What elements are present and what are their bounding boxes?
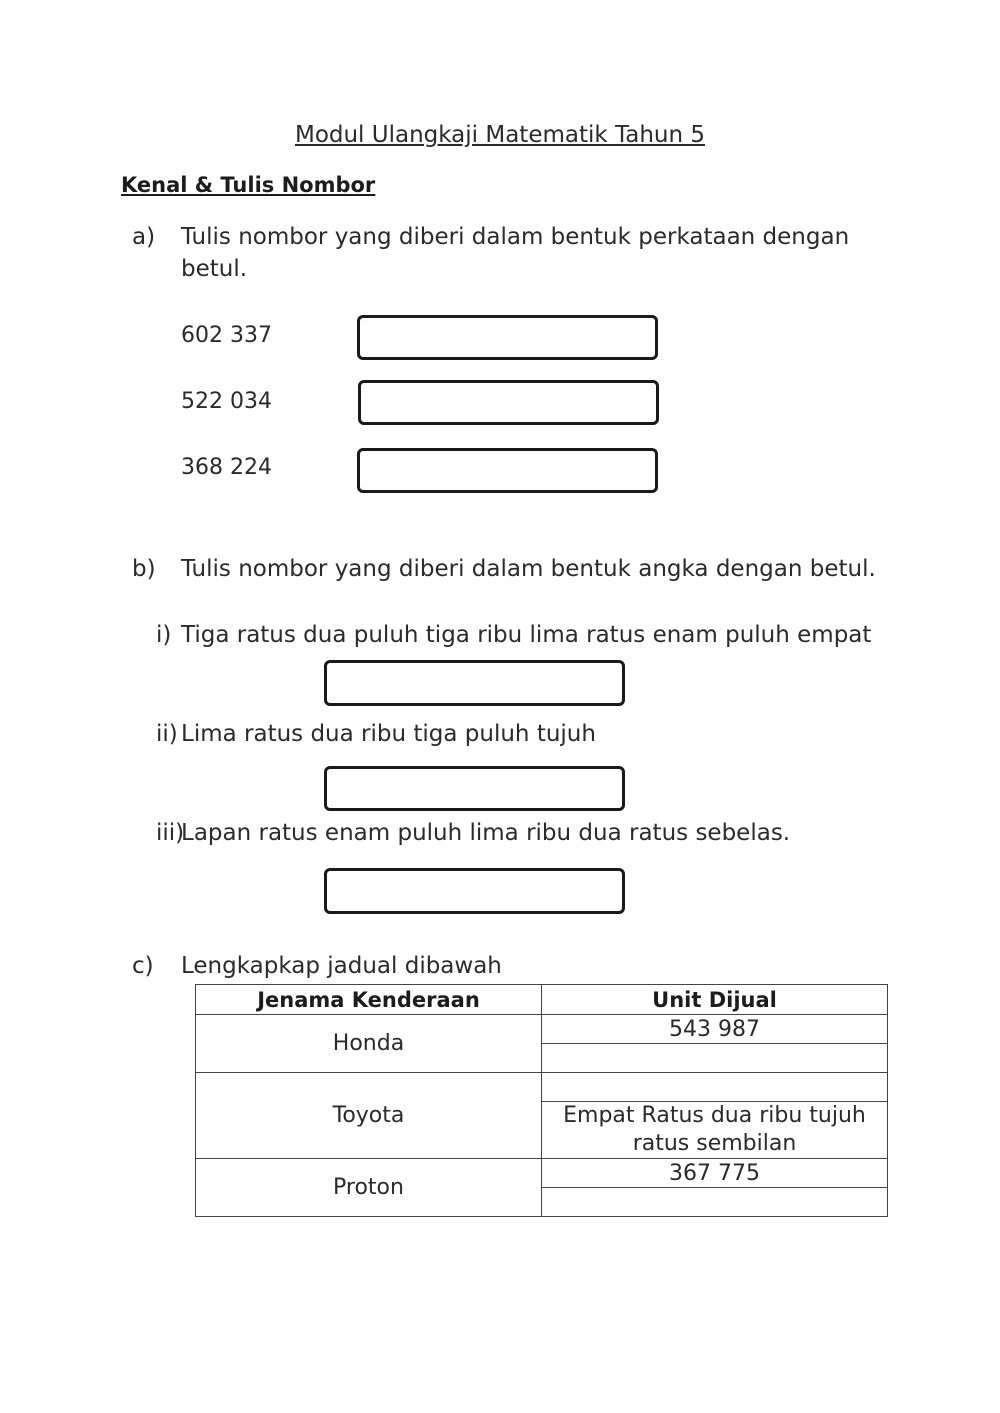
table-row xyxy=(196,1159,888,1188)
part-c-marker: c) xyxy=(132,953,154,979)
answer-box-a1[interactable] xyxy=(357,315,658,360)
number-label: 368 224 xyxy=(181,455,272,480)
number-label: 602 337 xyxy=(181,323,272,348)
section-heading: Kenal & Tulis Nombor xyxy=(121,173,376,197)
table-row xyxy=(196,1015,888,1044)
units-cell: Empat Ratus dua ribu tujuh ratus sembilan xyxy=(542,1102,888,1159)
units-cell: 543 987 xyxy=(542,1015,888,1044)
part-b-instruction: Tulis nombor yang diberi dalam bentuk angka dengan betul. xyxy=(181,556,876,582)
sales-table xyxy=(195,984,888,1217)
number-label: 522 034 xyxy=(181,389,272,414)
answer-box-b1[interactable] xyxy=(324,660,625,706)
answer-box-a2[interactable] xyxy=(358,380,659,425)
column-header-brand: Jenama Kenderaan xyxy=(196,985,542,1015)
page-title: Modul Ulangkaji Matematik Tahun 5 xyxy=(294,122,706,148)
item-marker: ii) xyxy=(156,721,178,747)
column-header-units: Unit Dijual xyxy=(542,985,888,1015)
units-cell: 367 775 xyxy=(542,1159,888,1188)
item-marker: i) xyxy=(156,622,172,648)
brand-cell: Proton xyxy=(196,1159,542,1217)
part-a-instruction-line1: Tulis nombor yang diberi dalam bentuk perkataan dengan xyxy=(181,224,850,250)
part-c-instruction: Lengkapkap jadual dibawah xyxy=(181,953,502,979)
part-a-instruction-line2: betul. xyxy=(181,256,248,282)
item-text: Lima ratus dua ribu tiga puluh tujuh xyxy=(181,721,596,747)
answer-box-b2[interactable] xyxy=(324,766,625,811)
answer-box-b3[interactable] xyxy=(324,868,625,914)
item-text: Tiga ratus dua puluh tiga ribu lima ratus enam puluh empat xyxy=(181,622,872,648)
brand-cell: Toyota xyxy=(196,1073,542,1159)
table-row xyxy=(196,1073,888,1102)
part-a-marker: a) xyxy=(132,224,156,250)
item-text: Lapan ratus enam puluh lima ribu dua ratus sebelas. xyxy=(181,820,791,846)
table-header-row xyxy=(196,985,888,1015)
units-answer-cell[interactable] xyxy=(542,1188,888,1217)
item-marker: iii) xyxy=(156,820,185,846)
units-answer-cell[interactable] xyxy=(542,1073,888,1102)
units-answer-cell[interactable] xyxy=(542,1044,888,1073)
part-b-marker: b) xyxy=(132,556,156,582)
brand-cell: Honda xyxy=(196,1015,542,1073)
answer-box-a3[interactable] xyxy=(357,448,658,493)
